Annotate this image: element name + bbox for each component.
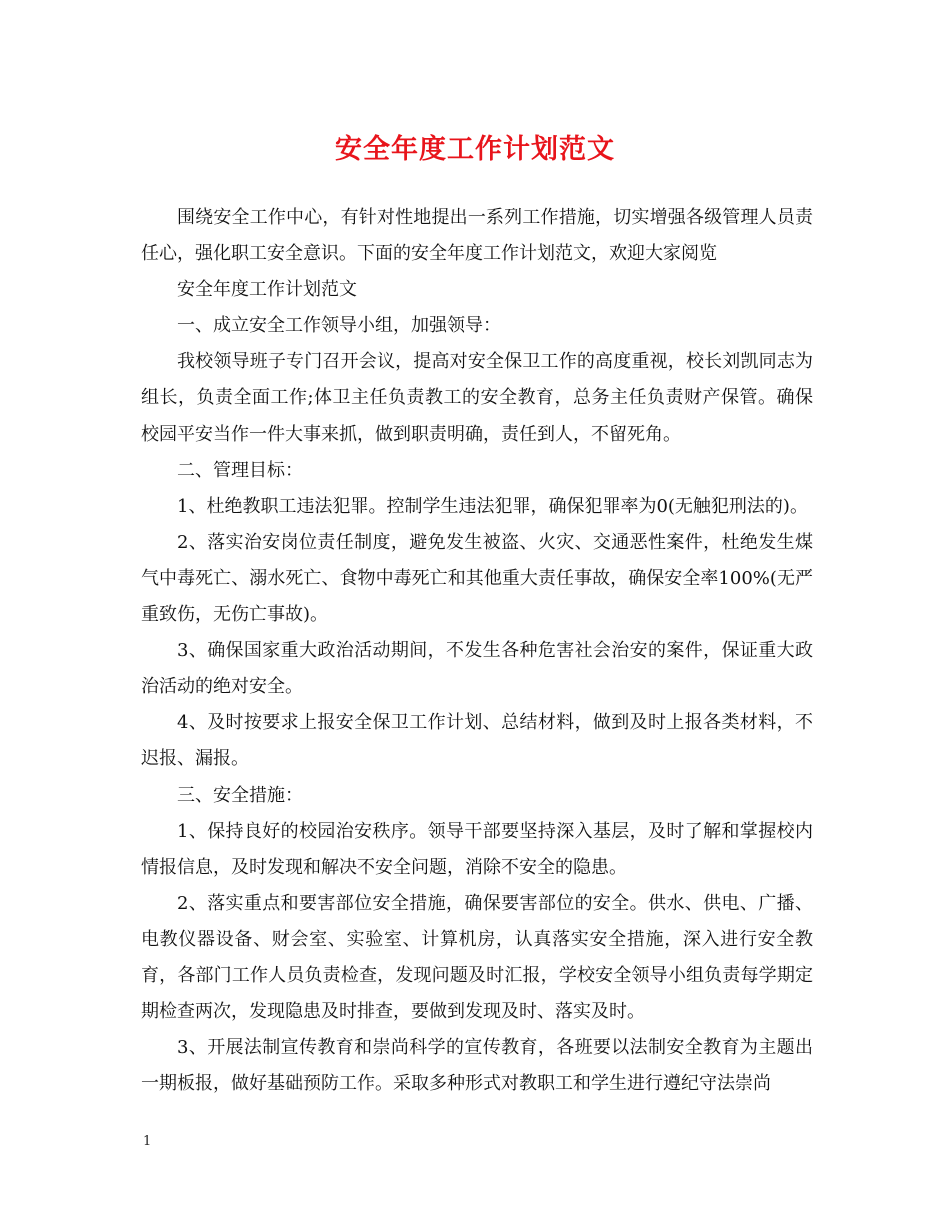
goal-item-3: 3、确保国家重大政治活动期间，不发生各种危害社会治安的案件，保证重大政治活动的绝对安全。 [141,640,813,698]
measure-item-3: 3、开展法制宣传教育和崇尚科学的宣传教育，各班要以法制安全教育为主题出一期板报，做好基础预防工作。采取多种形式对教职工和学生进行遵纪守法崇尚 [141,1037,813,1095]
measure-item-2: 2、落实重点和要害部位安全措施，确保要害部位的安全。供水、供电、广播、电教仪器设备、财会室、实验室、计算机房，认真落实安全措施，深入进行安全教育，各部门工作人员负责检查，发现问题及时汇报，学校安全领导小组负责每学期定期检查两次，发现隐患及时排查，要做到发现及时、落实及时。 [141,892,813,1023]
section-heading-3: 三、安全措施： [177,784,303,806]
goal-item-2: 2、落实治安岗位责任制度，避免发生被盗、火灾、交通恶性案件，杜绝发生煤气中毒死亡、溺水死亡、食物中毒死亡和其他重大责任事故，确保安全率100%(无严重致伤，无伤亡事故)。 [141,531,813,626]
goal-item-4: 4、及时按要求上报安全保卫工作计划、总结材料，做到及时上报各类材料，不迟报、漏报。 [141,712,813,770]
measure-item-1: 1、保持良好的校园治安秩序。领导干部要坚持深入基层，及时了解和掌握校内情报信息，及时发现和解决不安全问题，消除不安全的隐患。 [141,820,813,878]
intro-paragraph: 围绕安全工作中心，有针对性地提出一系列工作措施，切实增强各级管理人员责任心，强化职工安全意识。下面的安全年度工作计划范文，欢迎大家阅览 [141,207,813,265]
subtitle-paragraph: 安全年度工作计划范文 [177,279,357,301]
section-heading-1: 一、成立安全工作领导小组，加强领导： [177,315,501,337]
document-body [141,200,813,1102]
document-title: 安全年度工作计划范文 [335,134,615,165]
goal-item-1: 1、杜绝教职工违法犯罪。控制学生违法犯罪，确保犯罪率为0(无触犯刑法的)。 [177,495,808,517]
body-paragraph: 我校领导班子专门召开会议，提高对安全保卫工作的高度重视，校长刘凯同志为组长，负责全面工作;体卫主任负责教工的安全教育，总务主任负责财产保管。确保校园平安当作一件大事来抓，做到职责明确，责任到人，不留死角。 [141,351,813,445]
page-number: 1 [143,1134,152,1149]
section-heading-2: 二、管理目标： [177,459,303,481]
